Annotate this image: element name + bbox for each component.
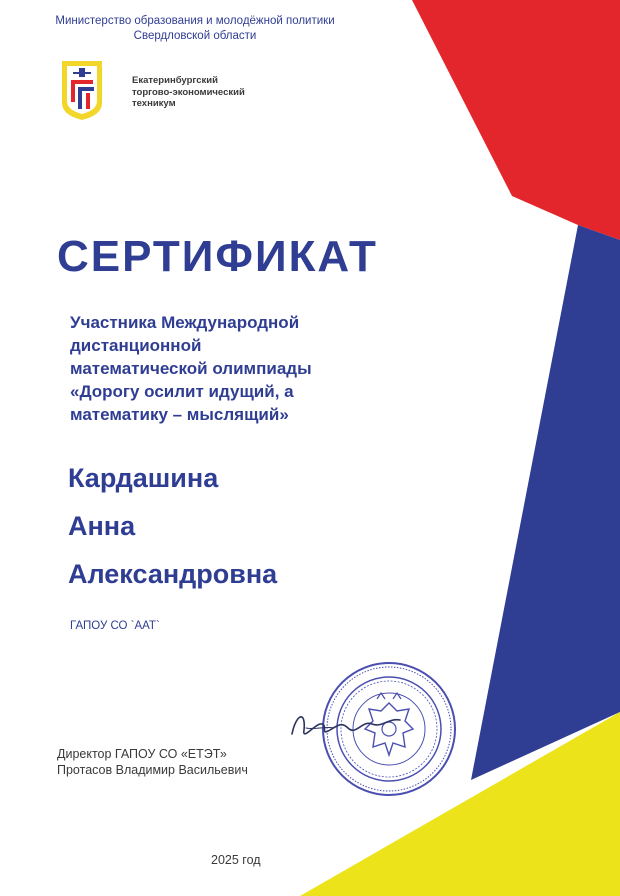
etet-logo-icon: [60, 59, 104, 121]
red-shape: [412, 0, 620, 240]
director-signature-icon: [286, 700, 406, 750]
participant-line-5: математику – мыслящий»: [70, 405, 289, 424]
participant-line-3: математической олимпиады: [70, 359, 312, 378]
recipient-organization: ГАПОУ СО `ААТ`: [70, 620, 160, 632]
participant-line-1: Участника Международной: [70, 313, 300, 332]
college-name: [132, 75, 292, 110]
college-name-line-2: торгово-экономический: [132, 86, 245, 98]
participant-line-2: дистанционной: [70, 336, 202, 355]
recipient-surname: Кардашина: [68, 463, 219, 493]
participant-line-4: «Дорогу осилит идущий, а: [70, 382, 294, 401]
college-name-line-1: Екатеринбургский: [132, 75, 218, 86]
college-name-line-3: техникум: [132, 98, 176, 109]
director-name: Протасов Владимир Васильевич: [57, 763, 248, 777]
participant-description: [70, 311, 370, 426]
recipient-first-name: Анна: [68, 511, 136, 541]
ministry-line-2: Свердловской области: [133, 30, 257, 42]
blue-shape: [471, 225, 620, 780]
recipient-patronymic: Александровна: [68, 559, 278, 589]
director-title: Директор ГАПОУ СО «ЕТЭТ»: [57, 747, 227, 761]
ministry-heading: [0, 14, 390, 44]
certificate-year: 2025 год: [211, 853, 261, 867]
certificate-title: СЕРТИФИКАТ: [57, 232, 378, 281]
ministry-line-1: Министерство образования и молодёжной политики: [55, 15, 335, 27]
director-block: [57, 746, 317, 778]
